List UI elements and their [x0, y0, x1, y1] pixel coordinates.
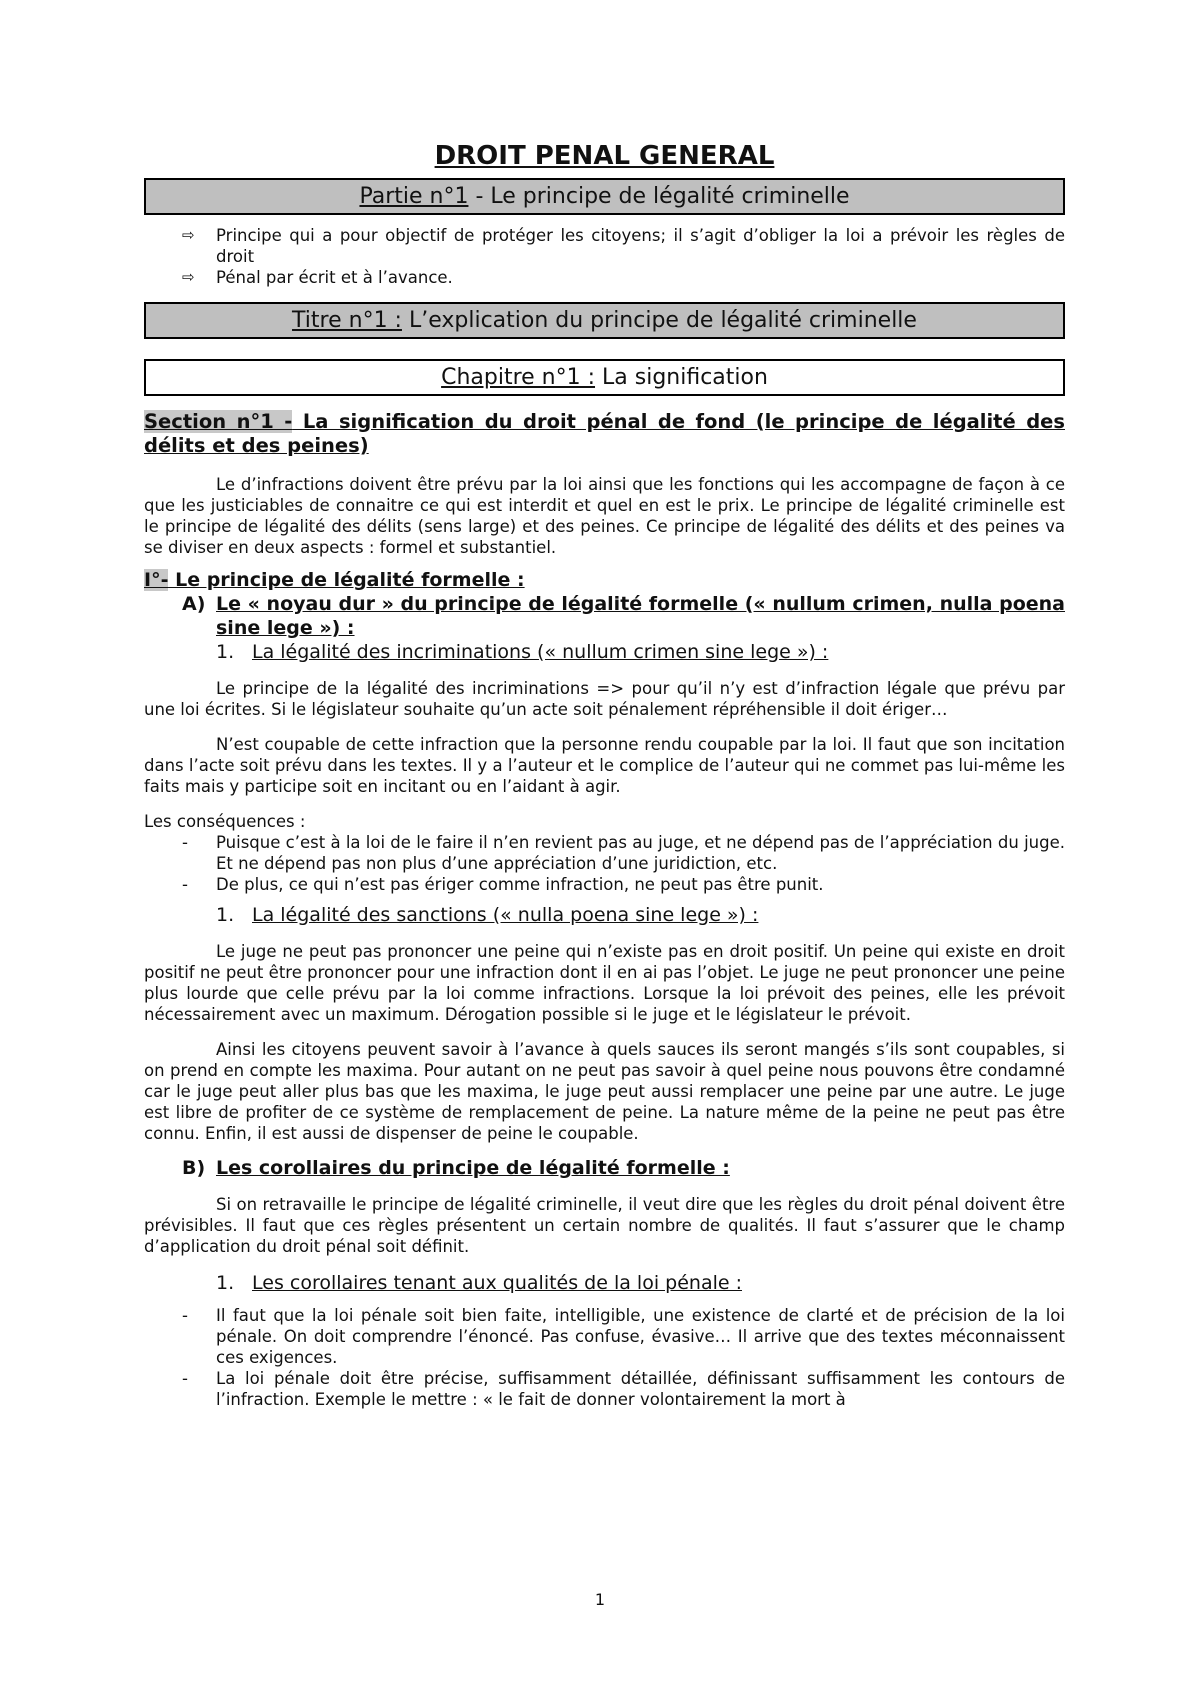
list-item	[144, 874, 1065, 895]
section-label: Section n°1 -	[144, 410, 293, 433]
part-B-text: Les corollaires du principe de légalité formelle :	[216, 1157, 730, 1179]
arrow-icon: ⇨	[182, 268, 195, 286]
page-number: 1	[594, 1590, 606, 1609]
partie-label: Partie n°1	[359, 184, 469, 209]
part-I-label: I°-	[144, 569, 169, 591]
part-I-text: Le principe de légalité formelle :	[168, 569, 525, 591]
bullet-text: Pénal par écrit et à l’avance.	[216, 268, 453, 287]
arrow-icon: ⇨	[182, 226, 195, 244]
section-text: La signification du droit pénal de fond (le principe de légalité des délits et des peines)	[144, 410, 1065, 457]
dash-icon: -	[182, 1306, 188, 1325]
section-heading	[144, 410, 1065, 458]
part-B-heading	[144, 1156, 1065, 1180]
part-A-text: Le « noyau dur » du principe de légalité formelle (« nullum crimen, nulla poena sine lege ») :	[216, 593, 1065, 639]
intro-bullet-list	[144, 225, 1065, 288]
consequences-label: Les conséquences :	[144, 812, 306, 831]
chapitre-heading	[144, 359, 1065, 396]
b1-list	[144, 1305, 1065, 1410]
chapitre-label: Chapitre n°1 :	[441, 365, 596, 390]
a1-paragraph-2: N’est coupable de cette infraction que la personne rendu coupable par la loi. Il faut que son incitation dans l’acte soit prévu dans les textes. Il y a l’auteur et le complice de l’auteur qui ne commet pas lui-même les faits mais y participe soit en incitant ou en l’aidant à agir.	[144, 735, 1065, 796]
section-paragraph: Le d’infractions doivent être prévu par la loi ainsi que les fonctions qui les accompagne de façon à ce que les justiciables de connaitre ce qui est interdit et quel en est le prix. Le principe de légalité criminelle est le principe de légalité des délits (sens large) et des peines. Ce principe de légalité des délits et des peines va se diviser en deux aspects : formel et substantiel.	[144, 475, 1065, 557]
dash-icon: -	[182, 833, 188, 852]
sub-A1-text: La légalité des incriminations (« nullum crimen sine lege ») :	[252, 641, 829, 663]
titre-label: Titre n°1 :	[292, 308, 402, 333]
list-item	[144, 1305, 1065, 1368]
part-B-letter: B)	[182, 1157, 206, 1179]
part-A-letter: A)	[182, 593, 206, 615]
consequences-list	[144, 832, 1065, 895]
titre-text: L’explication du principe de légalité criminelle	[401, 308, 917, 333]
sub-B1-heading	[144, 1271, 1065, 1295]
list-item	[144, 225, 1065, 267]
chapitre-text: La signification	[595, 365, 768, 390]
sub-B1-number: 1.	[216, 1272, 235, 1294]
sub-A2-text: La légalité des sanctions (« nulla poena sine lege ») :	[252, 904, 759, 926]
bullet-text: Principe qui a pour objectif de protéger les citoyens; il s’agit d’obliger la loi a prévoir les règles de droit	[216, 226, 1065, 266]
sub-A2-heading	[144, 903, 1065, 927]
consequence-text: De plus, ce qui n’est pas ériger comme infraction, ne peut pas être punit.	[216, 875, 824, 894]
sub-B1-text: Les corollaires tenant aux qualités de la loi pénale :	[252, 1272, 742, 1294]
part-A-heading	[144, 592, 1065, 640]
document-content	[144, 140, 1065, 1410]
list-item	[144, 832, 1065, 874]
partie-text: Le principe de légalité criminelle	[490, 184, 850, 209]
dash-icon: -	[182, 875, 188, 894]
a2-paragraph-2: Ainsi les citoyens peuvent savoir à l’avance à quels sauces ils seront mangés s’ils sont coupables, si on prend en compte les maxima. Pour autant on ne peut pas savoir à quel peine nous pouvons être condamné car le juge peut aller plus bas que les maxima, le juge peut aussi remplacer une peine par une autre. Le juge est libre de profiter de ce système de remplacement de peine. La nature même de la peine ne peut pas être connu. Enfin, il est aussi de dispenser de peine le coupable.	[144, 1040, 1065, 1143]
document-title: DROIT PENAL GENERAL	[434, 141, 775, 171]
b1-item-text: La loi pénale doit être précise, suffisamment détaillée, définissant suffisamment les contours de l’infraction. Exemple le mettre : « le fait de donner volontairement la mort à	[216, 1369, 1065, 1409]
sub-A2-number: 1.	[216, 904, 235, 926]
titre-heading	[144, 302, 1065, 339]
list-item	[144, 267, 1065, 288]
a2-paragraph-1: Le juge ne peut pas prononcer une peine qui n’existe pas en droit positif. Un peine qui existe en droit positif ne peut être prononcer pour une infraction dont il en ai pas l’objet. Le juge ne peut prononcer une peine plus lourde que celle prévu par la loi comme infractions. Lorsque la loi prévoit des peines, elle les prévoit nécessairement avec un maximum. Dérogation possible si le juge et le législateur le prévoit.	[144, 942, 1065, 1024]
a1-paragraph-1: Le principe de la légalité des incriminations => pour qu’il n’y est d’infraction légale que prévu par une loi écrites. Si le législateur souhaite qu’un acte soit pénalement répréhensible il doit ériger…	[144, 679, 1065, 719]
part-I-heading	[144, 568, 1065, 592]
partie-separator: -	[468, 184, 491, 209]
partie-heading	[144, 178, 1065, 215]
sub-A1-heading	[144, 640, 1065, 664]
sub-A1-number: 1.	[216, 641, 235, 663]
b-paragraph: Si on retravaille le principe de légalité criminelle, il veut dire que les règles du droit pénal doivent être prévisibles. Il faut que ces règles présentent un certain nombre de qualités. Il faut s’assurer que le champ d’application du droit pénal soit définit.	[144, 1195, 1065, 1256]
dash-icon: -	[182, 1369, 188, 1388]
b1-item-text: Il faut que la loi pénale soit bien faite, intelligible, une existence de clarté et de précision de la loi pénale. On doit comprendre l’énoncé. Pas confuse, évasive… Il arrive que des textes méconnaissent ces exigences.	[216, 1306, 1065, 1367]
consequence-text: Puisque c’est à la loi de le faire il n’en revient pas au juge, et ne dépend pas de l’appréciation du juge. Et ne dépend pas non plus d’une appréciation d’une juridiction, etc.	[216, 833, 1065, 873]
list-item	[144, 1368, 1065, 1410]
